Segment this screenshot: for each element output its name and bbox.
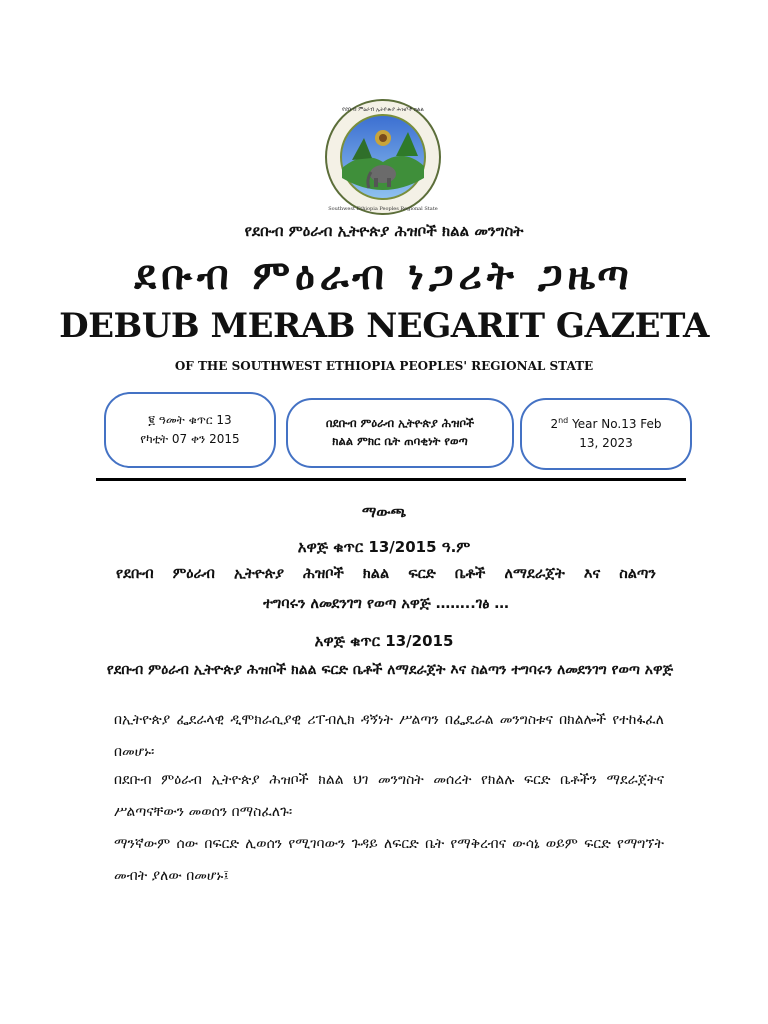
issue-year-number-amharic: ፪ ዓመት ቁጥር 13 <box>148 413 232 428</box>
gazette-subtitle-english: OF THE SOUTHWEST ETHIOPIA PEOPLES' REGIONAL STATE <box>174 359 594 373</box>
regional-seal-emblem <box>324 98 442 216</box>
issue-date-english: 13, 2023 <box>579 436 633 450</box>
state-government-name: የደቡብ ምዕራብ ኢትዮጵያ ሕዝቦች ክልል መንግስት <box>244 222 524 240</box>
preamble-paragraph-3: ማንኛውም ሰው በፍርድ ሊወሰን የሚገባውን ጉዳይ ለፍርድ ቤት የማቅረብና ውሳኔ ወይም ፍርድ የማግኘት መብት ያለው በመሆኑ፤ <box>114 836 664 884</box>
gazette-title-english: DEBUB MERAB NEGARIT GAZETA <box>59 306 709 346</box>
proclamation-title: የደቡብ ምዕራብ ኢትዮጵያ ሕዝቦች ክልል ፍርድ ቤቶች ለማደራጀት እና ስልጣን ተግባሩን ለመደንገግ የወጣ አዋጅ <box>106 662 674 678</box>
toc-entry-line-2: ተግባሩን ለመደንገግ የወጣ አዋጅ ……..ገፅ … <box>263 596 509 612</box>
issuing-authority-box <box>286 398 514 468</box>
svg-text:የደቡብ ምዕራብ ኢትዮጵያ ሕዝቦች ክልል: የደቡብ ምዕራብ ኢትዮጵያ ሕዝቦች ክልል <box>342 107 424 113</box>
preamble-paragraph-1: በኢትዮጵያ ፌደራላዊ ዲሞክራሲያዊ ሪፐብሊክ ዳኝነት ሥልጣን በፌዴራል መንግስቱና በክልሎች የተከፋፈለ በመሆኑ፡ <box>114 712 664 760</box>
header-divider <box>96 478 686 481</box>
contents-heading: ማውጫ <box>361 503 407 521</box>
issue-info-box-english <box>520 398 692 470</box>
issue-info-box-amharic <box>104 392 276 468</box>
issue-year-number-english: 2nd Year No.13 Feb <box>550 416 662 432</box>
toc-entry-line-1: የደቡብ ምዕራብ ኢትዮጵያ ሕዝቦች ክልል ፍርድ ቤቶች ለማደራጀት እና ስልጣን <box>116 566 656 582</box>
issue-date-amharic: የካቲት 07 ቀን 2015 <box>140 432 240 446</box>
preamble-paragraph-2: በደቡብ ምዕራብ ኢትዮጵያ ሕዝቦች ክልል ህገ መንግስት መሰረት የክልሉ ፍርድ ቤቶችን ማደራጀትና ሥልጣናቸውን መወሰን በማስፈለጉ፡ <box>114 772 664 820</box>
authority-line-2: ክልል ምክር ቤት ጠባቂነት የወጣ <box>332 434 468 448</box>
svg-text:Southwest Ethiopia Peoples Reg: Southwest Ethiopia Peoples Regional State <box>328 206 438 212</box>
gazette-title-amharic: ደቡብ ምዕራብ ነጋሪት ጋዜጣ <box>134 252 634 299</box>
toc-proclamation-number: አዋጅ ቁጥር 13/2015 ዓ.ም <box>297 538 471 556</box>
proclamation-number: አዋጅ ቁጥር 13/2015 <box>314 632 454 650</box>
authority-line-1: በደቡብ ምዕራብ ኢትዮጵያ ሕዝቦች <box>325 416 475 431</box>
